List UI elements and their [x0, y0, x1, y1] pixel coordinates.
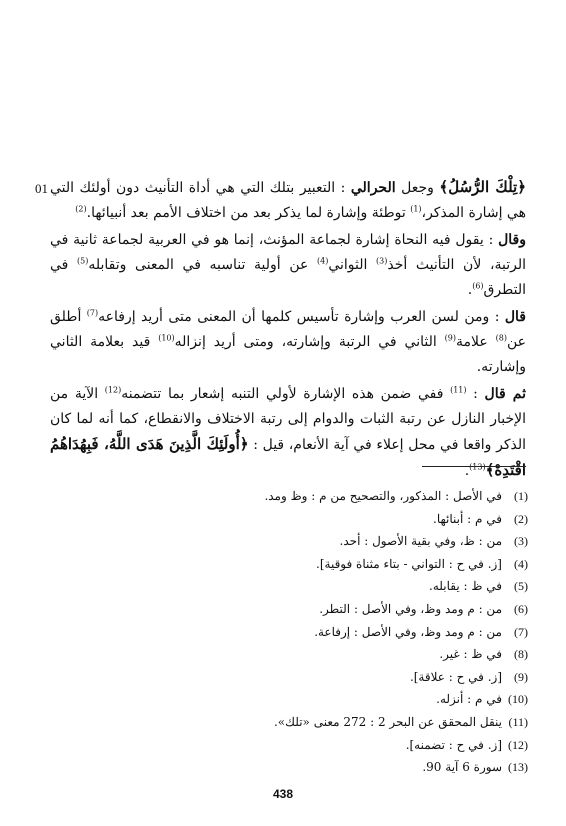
footnote-number: (12): [508, 737, 528, 752]
footnote-text: [ز. في ح : علاقة].: [409, 669, 502, 684]
footnote-text: في الأصل : المذكور، والتصحيح من م : وظ ومد.: [264, 489, 502, 503]
text-run: .: [467, 282, 473, 298]
paragraph: [50, 305, 526, 380]
footnote-item: [48, 643, 528, 666]
page-number: 438: [272, 787, 294, 801]
paragraph: [50, 382, 526, 484]
footnote-text: [ز. في ح : تضمنه].: [405, 737, 502, 752]
scholar-name: الحرالي: [350, 180, 396, 196]
text-run: عن أولية تناسبه في المعنى وتقابله: [88, 257, 317, 273]
footnote-text: سورة 6 آية 90.: [422, 760, 502, 775]
footnote-number: (13): [508, 760, 528, 775]
footnote-ref: (11): [450, 385, 467, 395]
footnote-text: في م : أبنائها.: [433, 511, 502, 526]
text-run: : التعبير بتلك التي هي أداة التأنيث دون أولئك التي هي إشارة المذكر،: [50, 180, 526, 221]
footnote-item: [48, 485, 528, 508]
footnote-item: [48, 598, 528, 621]
footnote-ref: (3): [376, 256, 388, 266]
quran-quote: ﴿أُولَئِكَ الَّذِينَ هَدَى اللَّهُ، فَبِهُدَاهُمُ اقْتَدِهْ﴾: [50, 435, 526, 479]
text-run: قيد بعلامة الثاني وإشارته.: [50, 334, 526, 375]
footnote-text: ينقل المحقق عن البحر 2 : 272 معنى «تلك».: [273, 714, 502, 729]
footnote-number: (11): [508, 714, 528, 729]
text-run: :: [466, 386, 485, 402]
footnote-ref: (4): [316, 256, 329, 266]
footnote-number: (10): [508, 692, 528, 707]
section-number: 01: [35, 181, 48, 196]
text-run: الثاني في الرتبة وإشارته، ومتى أريد إنزاله: [174, 334, 445, 350]
paragraph-lead: قال: [504, 309, 526, 325]
paragraph: [50, 228, 526, 303]
text-run: .: [464, 463, 470, 479]
footnote-number: (4): [514, 556, 528, 571]
text-run: في التطرق: [50, 257, 526, 298]
text-run: : ومن لسن العرب وإشارة تأسيس كلمها أن المعنى متى أريد إرفاعه: [98, 309, 505, 325]
footnote-item: [48, 621, 528, 644]
text-run: علامة: [456, 334, 496, 350]
text-run: الثواني: [328, 257, 377, 273]
text-run: وجعل: [395, 180, 440, 196]
paragraph: [50, 175, 526, 226]
footnote-ref: (1): [410, 204, 422, 214]
footnote-item: [48, 553, 528, 576]
footnote-item: [48, 734, 528, 757]
footnote-ref: (6): [472, 281, 484, 291]
footnote-number: (8): [514, 647, 528, 662]
footnote-text: من : م ومد وظ، وفي الأصل : إرفاعة.: [314, 624, 502, 639]
text-run: ففي ضمن هذه الإشارة لأولي التنبه إشعار بما تتضمنه: [121, 386, 451, 402]
footnote-ref: (12): [104, 385, 122, 395]
footnote-number: (1): [514, 489, 528, 503]
footnote-text: في م : أنزله.: [436, 692, 502, 707]
paragraph-lead: وقال: [498, 232, 526, 248]
text-run: : يقول فيه النحاة إشارة لجماعة المؤنث، إنما هو في العربية لجماعة ثانية في الرتبة، لأن التأنيث أخذ: [50, 232, 526, 273]
footnotes-list: [48, 485, 528, 779]
footnote-item: [48, 688, 528, 711]
footnote-ref: (8): [495, 333, 507, 343]
footnote-item: [48, 508, 528, 531]
footnote-item: [48, 666, 528, 689]
footnote-text: [ز. في ح : التواني - بتاء مثناة فوقية].: [316, 556, 502, 571]
paragraph-lead: ثم قال: [484, 386, 526, 402]
paragraph-lead: ﴿تِلْكَ الرُّسُلُ﴾: [439, 178, 527, 196]
footnote-ref: (7): [86, 308, 99, 318]
footnote-ref: (13): [469, 462, 486, 472]
main-text: [50, 175, 526, 486]
footnote-ref: (5): [77, 256, 89, 266]
footnote-item: [48, 711, 528, 734]
footnote-number: (7): [514, 624, 528, 639]
footnote-ref: (10): [158, 333, 175, 343]
footnote-number: (6): [514, 601, 528, 616]
footnote-item: [48, 530, 528, 553]
footnote-number: (2): [514, 511, 528, 526]
text-run: توطئة وإشارة لما يذكر بعد من اختلاف الأمم بعد أنبيائها.: [86, 205, 411, 221]
text-run: الآية من الإخبار النازل عن رتبة الثبات والدوام إلى رتبة الاختلاف والانقطاع، كما أنه لما كان الذكر واقعا في محل إعلاء في آية الأنعام، قيل :: [50, 386, 526, 453]
footnote-number: (5): [514, 579, 528, 594]
footnote-number: (3): [514, 534, 528, 549]
footnote-ref: (2): [75, 204, 87, 214]
footnote-text: من : ظ، وفي بقية الأصول : أحد.: [339, 534, 502, 549]
footnote-text: في ظ : يقابله.: [429, 579, 502, 594]
text-run: أطلق عن: [50, 309, 526, 350]
footnote-item: [48, 575, 528, 598]
footnote-text: في ظ : غير.: [439, 647, 502, 662]
footnote-item: [48, 756, 528, 779]
footnote-text: من : م ومد وظ، وفي الأصل : التطر.: [319, 601, 502, 616]
footnote-number: (9): [514, 669, 528, 684]
footnote-separator: [422, 466, 526, 467]
footnote-ref: (9): [444, 333, 457, 343]
